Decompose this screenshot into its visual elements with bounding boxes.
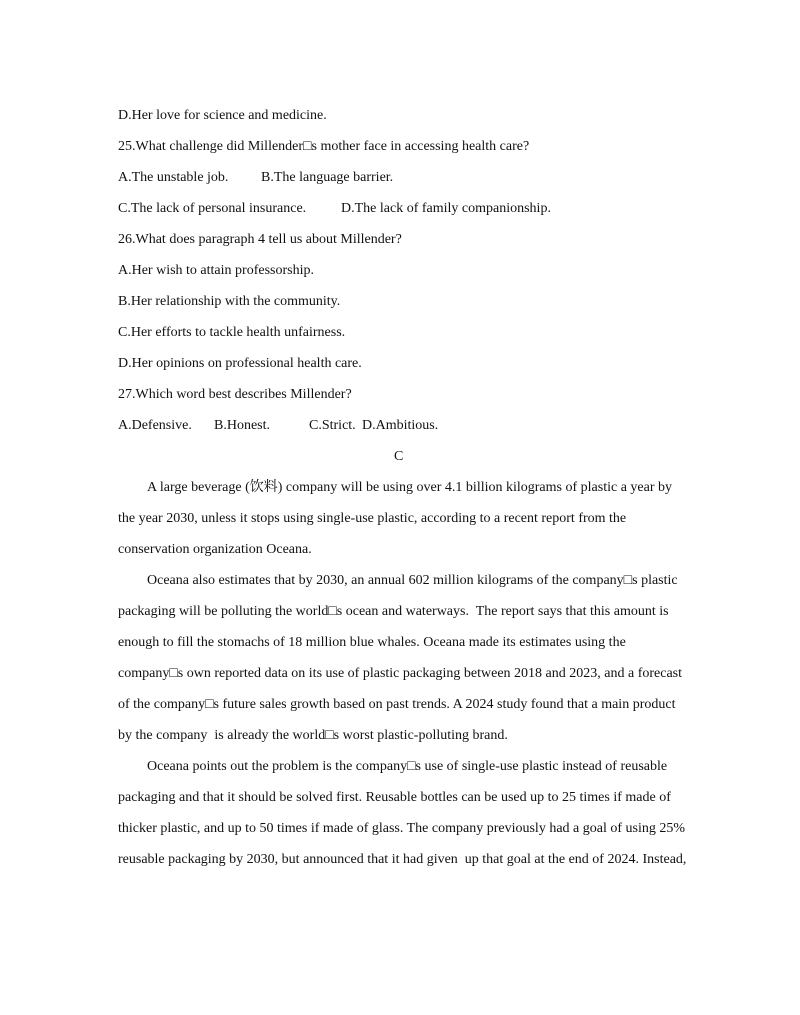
passage-p3-line: reusable packaging by 2030, but announced that it had given up that goal at the end of 2024. Instead, xyxy=(118,852,687,867)
passage-p1-line: the year 2030, unless it stops using single-use plastic, according to a recent report from the xyxy=(118,511,627,526)
q27-option-d: D.Ambitious. xyxy=(362,418,439,433)
q27-option-b: B.Honest. xyxy=(214,418,270,433)
q25-option-d: D.The lack of family companionship. xyxy=(341,201,551,216)
q25-stem: 25.What challenge did Millender□s mother face in accessing health care? xyxy=(118,139,530,154)
q25-option-c: C.The lack of personal insurance. xyxy=(118,201,307,216)
passage-p2-line: enough to fill the stomachs of 18 million blue whales. Oceana made its estimates using the xyxy=(118,635,626,650)
q26-option-a: A.Her wish to attain professorship. xyxy=(118,263,314,278)
q25-option-b: B.The language barrier. xyxy=(261,170,394,185)
q26-stem: 26.What does paragraph 4 tell us about Millender? xyxy=(118,232,402,247)
q26-option-d: D.Her opinions on professional health care. xyxy=(118,356,362,371)
q27-option-a: A.Defensive. xyxy=(118,418,192,433)
q26-option-b: B.Her relationship with the community. xyxy=(118,294,341,309)
q27-option-c: C.Strict. xyxy=(309,418,356,433)
passage-p3-line: thicker plastic, and up to 50 times if made of glass. The company previously had a goal of using 25% xyxy=(118,821,686,836)
q24-option-d: D.Her love for science and medicine. xyxy=(118,108,327,123)
passage-p1-line: conservation organization Oceana. xyxy=(118,542,312,557)
passage-p2-line: of the company□s future sales growth based on past trends. A 2024 study found that a main product xyxy=(118,697,676,712)
passage-p1-line: A large beverage (饮料) company will be using over 4.1 billion kilograms of plastic a year by xyxy=(147,480,672,495)
q27-stem: 27.Which word best describes Millender? xyxy=(118,387,352,402)
passage-p2-line: by the company is already the world□s worst plastic-polluting brand. xyxy=(118,728,508,743)
passage-p3-line: Oceana points out the problem is the company□s use of single-use plastic instead of reusable xyxy=(147,759,668,774)
q26-option-c: C.Her efforts to tackle health unfairness. xyxy=(118,325,346,340)
q25-option-a: A.The unstable job. xyxy=(118,170,229,185)
passage-p2-line: company□s own reported data on its use of plastic packaging between 2018 and 2023, and a forecast xyxy=(118,666,683,681)
passage-p2-line: Oceana also estimates that by 2030, an annual 602 million kilograms of the company□s plastic xyxy=(147,573,678,588)
passage-p3-line: packaging and that it should be solved first. Reusable bottles can be used up to 25 times if made of xyxy=(118,790,671,805)
section-letter: C xyxy=(394,449,404,464)
passage-p2-line: packaging will be polluting the world□s ocean and waterways. The report says that this amount is xyxy=(118,604,669,619)
